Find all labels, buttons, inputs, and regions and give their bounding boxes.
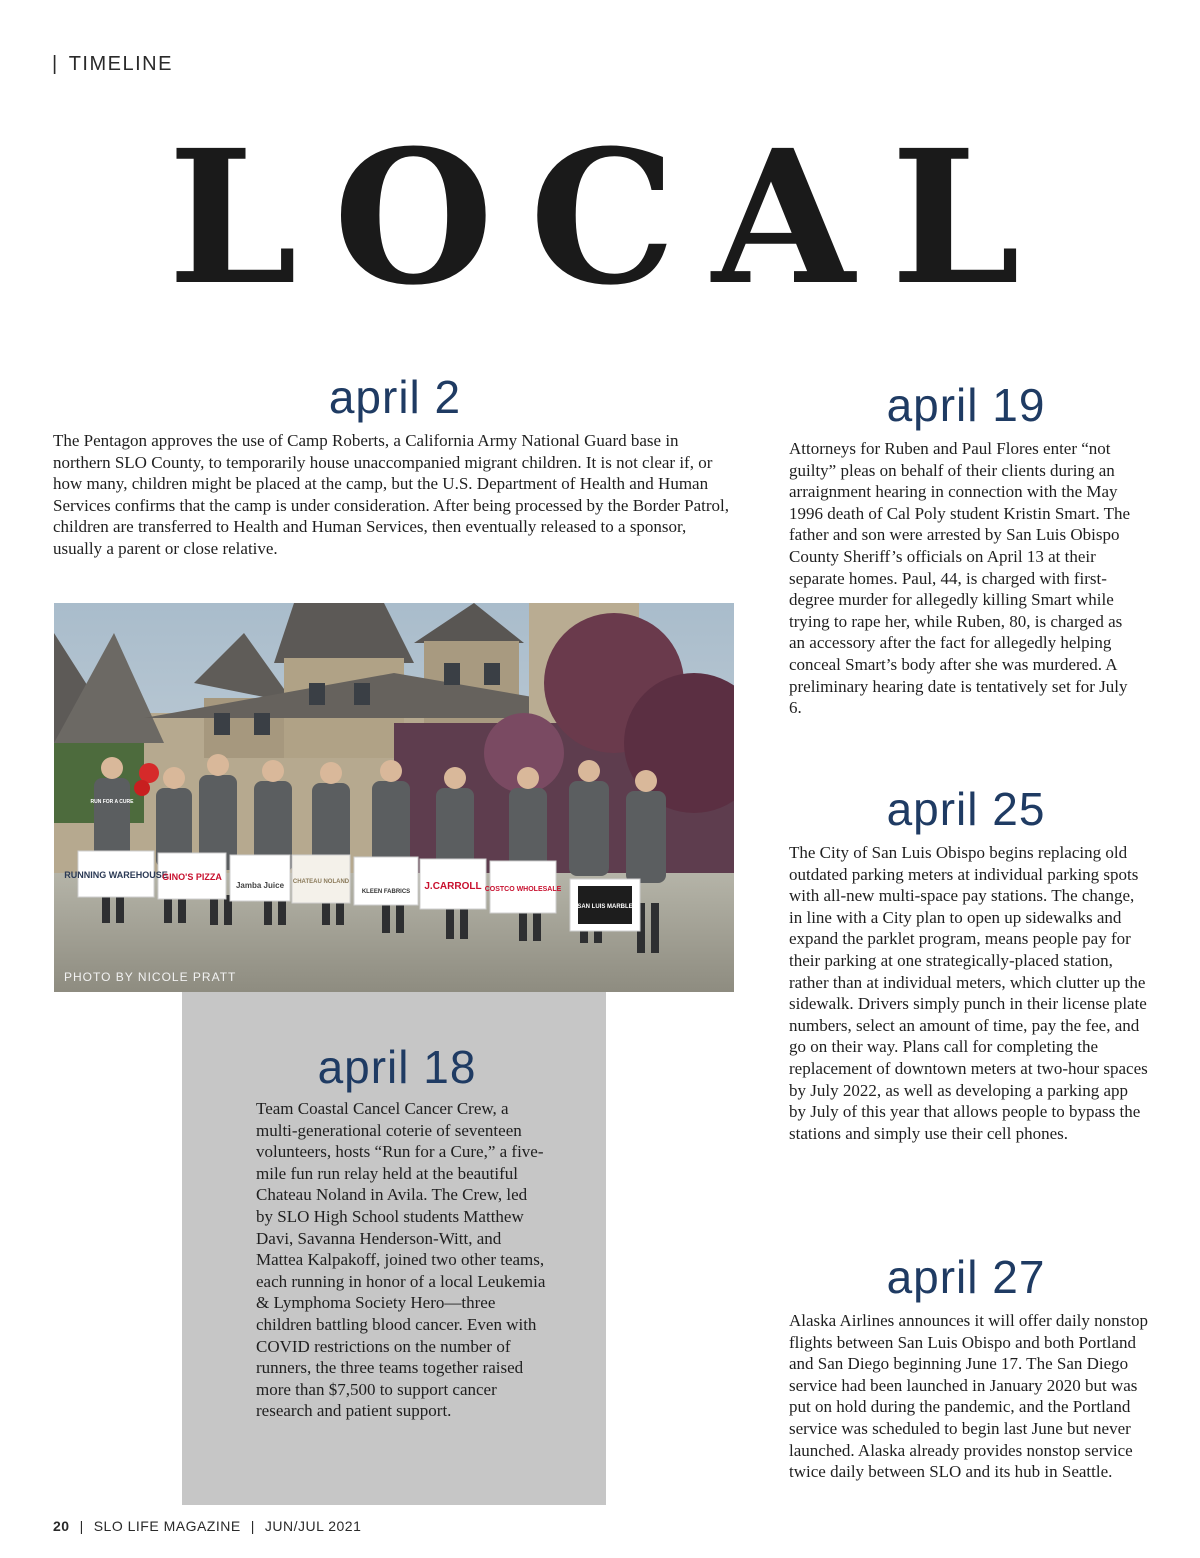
sign-chateau-noland: CHATEAU NOLAND bbox=[292, 879, 350, 885]
shirt-text: RUN FOR A CURE bbox=[90, 799, 134, 805]
entry-body-april-19: Attorneys for Ruben and Paul Flores enter “not guilty” pleas on behalf of their clients during an arraignment hearing in connection with the May 1996 death of Cal Poly student Kristin Smart. The father and son were arrested by San Luis Obispo County Sheriff’s officials on April 13 at their separate homes. Paul, 44, is charged with first-degree murder for allegedly killing Smart while trying to rape her, while Ruben, 80, is charged as an accessory after the fact for allegedly helping conceal Smart’s body after she was murdered. A preliminary hearing date is tentatively set for July 6. bbox=[789, 439, 1131, 718]
sign-san-luis-marble: SAN LUIS MARBLE bbox=[577, 904, 633, 910]
entry-date-april-18: april 18 bbox=[317, 1041, 477, 1093]
photo-credit: PHOTO BY NICOLE PRATT bbox=[64, 970, 237, 984]
entry-date-april-25: april 25 bbox=[886, 783, 1046, 835]
entry-body-april-27: Alaska Airlines announces it will offer daily nonstop flights between San Luis Obispo and both Portland and San Diego beginning June 17. The San Diego service had been launched in January 2020 but was put on hold during the pandemic, and the Portland service was scheduled to begin last June but never launched. Alaska already provides nonstop service twice daily between SLO and its hub in Seattle. bbox=[789, 1311, 1148, 1482]
entry-date-april-2: april 2 bbox=[328, 371, 462, 423]
sign-ginos-pizza: GINO'S PIZZA bbox=[162, 872, 222, 882]
masthead-title: LOCAL bbox=[167, 110, 1057, 326]
sign-running-warehouse: RUNNING WAREHOUSE bbox=[64, 870, 168, 880]
sign-kleen-fabrics: KLEEN FABRICS bbox=[361, 889, 411, 895]
issue-date: JUN/JUL 2021 bbox=[264, 1518, 362, 1534]
sign-jamba-juice: Jamba Juice bbox=[235, 881, 285, 890]
event-photo bbox=[54, 603, 734, 992]
sign-costco: COSTCO WHOLESALE bbox=[484, 886, 562, 893]
entry-body-april-18: Team Coastal Cancel Cancer Crew, a multi-generational coterie of seventeen volunteers, hosts “Run for a Cure,” a five-mile fun run relay held at the beautiful Chateau Noland in Avila. The Crew, led by SLO High School students Matthew Davi, Savanna Henderson-Witt, and Mattea Kalpakoff, joined two other teams, each running in honor of a local Leukemia & Lymphoma Society Hero—three children battling blood cancer. Even with COVID restrictions on the number of runners, the three teams together raised more than $7,500 to support cancer research and patient support. bbox=[256, 1099, 546, 1421]
entry-body-april-2: The Pentagon approves the use of Camp Roberts, a California Army National Guard base in northern SLO County, to temporarily house unaccompanied migrant children. It is not clear if, or how many, children might be placed at the camp, but the U.S. Department of Health and Human Services confirms that the camp is under consideration. After being processed by the Border Patrol, children are transferred to Health and Human Services, then eventually released to a sponsor, usually a parent or close relative. bbox=[53, 431, 730, 558]
publication-name: SLO LIFE MAGAZINE bbox=[93, 1518, 241, 1534]
entry-body-april-25: The City of San Luis Obispo begins replacing old outdated parking meters at individual parking spots with all-new multi-space pay stations. The change, in line with a City plan to open up sidewalks and expand the parklet program, means people pay for their parking at one strategically-placed station, rather than at individual meters, which clutter up the sidewalk. Drivers simply punch in their license plate numbers, select an amount of time, pay the fee, and go on their way. Plans call for completing the replacement of downtown meters at two-hour spaces by July 2022, as well as developing a parking app by July of this year that allows people to bypass the stations and simply use their cell phones. bbox=[789, 843, 1148, 1143]
page-footer: 20 | SLO LIFE MAGAZINE | JUN/JUL 2021 bbox=[53, 1518, 362, 1534]
entry-date-april-19: april 19 bbox=[886, 379, 1046, 431]
entry-date-april-27: april 27 bbox=[886, 1251, 1046, 1303]
page-number: 20 bbox=[53, 1518, 70, 1534]
section-tag: | TIMELINE bbox=[52, 53, 173, 75]
section-tag-label: TIMELINE bbox=[68, 53, 173, 75]
sign-j-carroll: J.CARROLL bbox=[424, 881, 482, 892]
